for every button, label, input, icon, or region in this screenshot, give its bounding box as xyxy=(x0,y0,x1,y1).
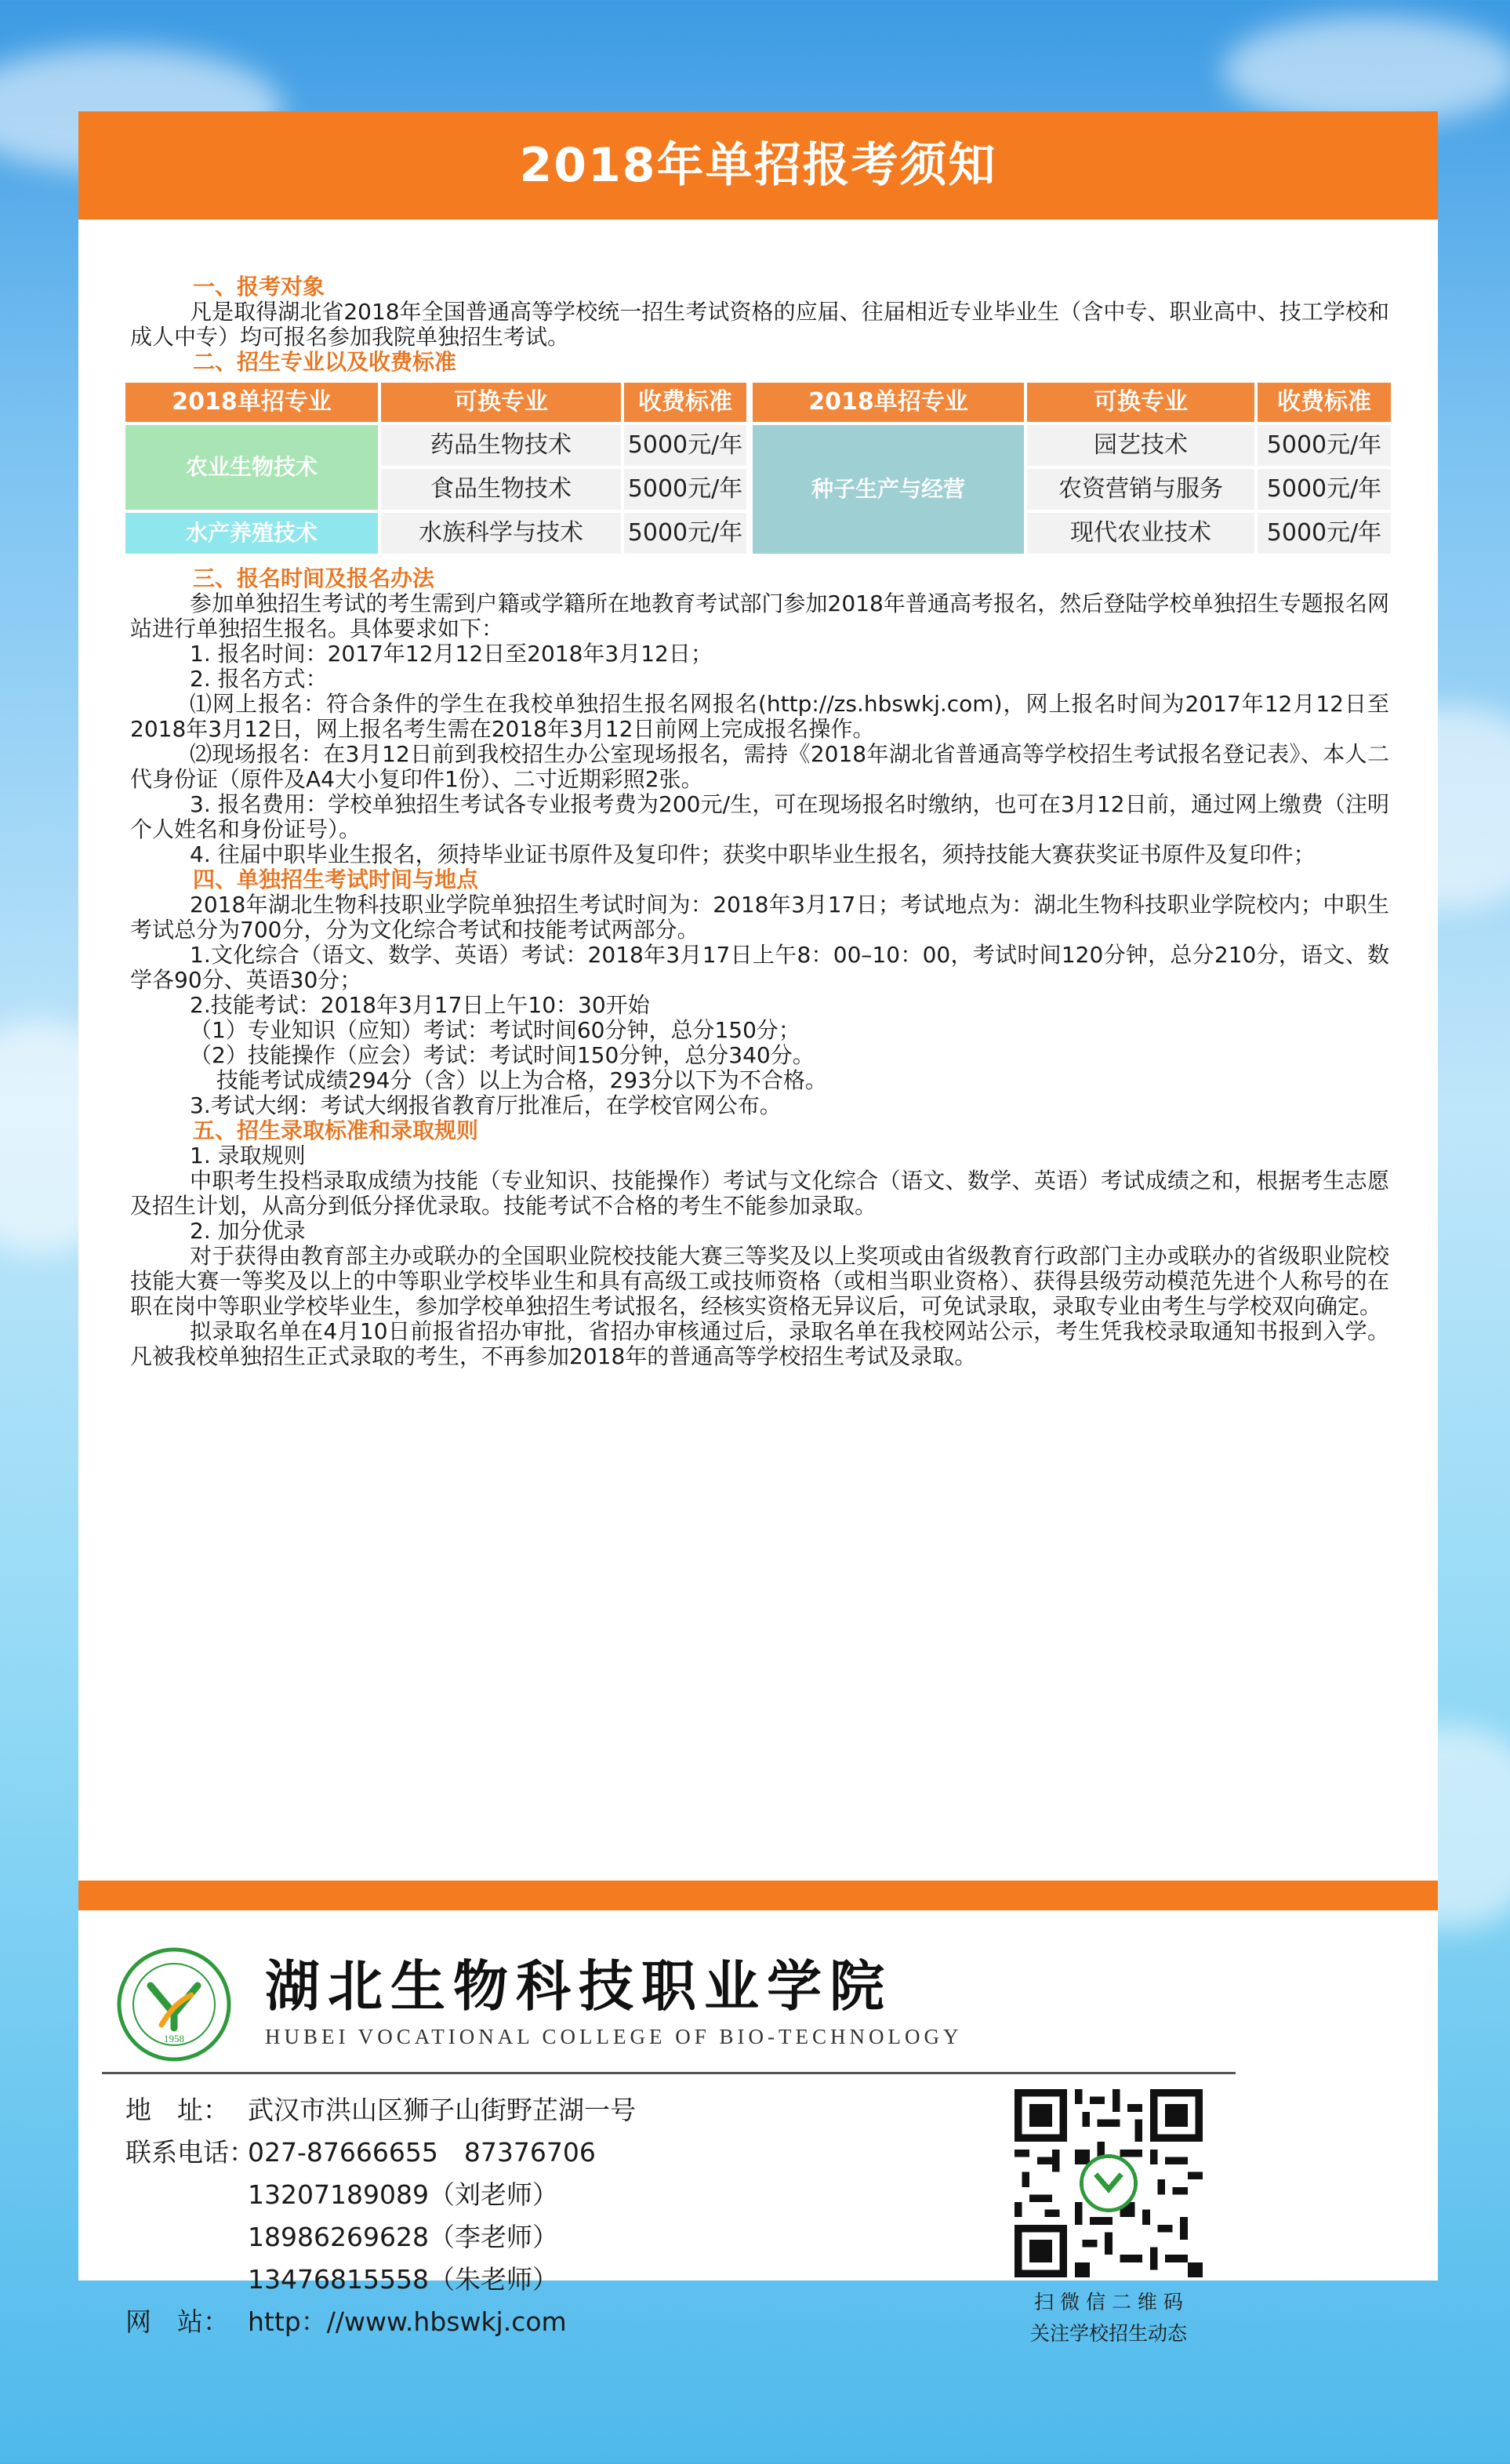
alt-major-cell: 药品生物技术 xyxy=(381,425,621,466)
paragraph: 4. 往届中职毕业生报名，须持毕业证书原件及复印件；获奖中职毕业生报名，须持技能大赛获奖证书原件及复印件； xyxy=(190,841,1316,867)
notice-card xyxy=(78,111,1438,2345)
paragraph: 2. 加分优录 xyxy=(190,1218,306,1244)
fee-tables xyxy=(122,380,1394,557)
fee-table-right xyxy=(750,380,1394,557)
paragraph: 参加单独招生考试的考生需到户籍或学籍所在地教育考试部门参加2018年普通高考报名，然后登陆学校单独招生专题报名网站进行单独招生报名。具体要求如下： xyxy=(130,591,1389,641)
fee-cell: 5000元/年 xyxy=(1258,513,1391,554)
table-header-row xyxy=(125,383,746,422)
school-logo-icon xyxy=(116,1946,232,2062)
school-name-en: HUBEI VOCATIONAL COLLEGE OF BIO-TECHNOLOGY xyxy=(265,2025,963,2048)
address-label: 地 址： xyxy=(125,2095,229,2125)
phone-value: 027-87666655 87376706 xyxy=(248,2137,596,2168)
fee-cell: 5000元/年 xyxy=(1258,425,1391,466)
phone-value: 13207189089（刘老师） xyxy=(248,2179,558,2210)
fee-cell: 5000元/年 xyxy=(1258,469,1391,510)
paragraph: 凡是取得湖北省2018年全国普通高等学校统一招生考试资格的应届、往届相近专业毕业生（含中专、职业高中、技工学校和成人中专）均可报名参加我院单独招生考试。 xyxy=(130,299,1389,350)
divider xyxy=(102,2072,1236,2074)
table-header-row xyxy=(753,383,1391,422)
fee-cell: 5000元/年 xyxy=(624,469,746,510)
alt-major-cell: 食品生物技术 xyxy=(381,469,621,510)
paragraph: ⑴网上报名：符合条件的学生在我校单独招生报名网报名(http://zs.hbswkj.com)，网上报名时间为2017年12月12日至2018年3月12日，网上报名考生需在2018年3月12日前网上完成报名操作。 xyxy=(130,691,1389,742)
alt-major-cell: 园艺技术 xyxy=(1027,425,1254,466)
section-heading: 一、报考对象 xyxy=(193,274,325,300)
table-row xyxy=(125,513,746,554)
section-heading: 三、报名时间及报名办法 xyxy=(193,565,435,591)
column-header: 可换专业 xyxy=(381,383,621,422)
paragraph: 1. 录取规则 xyxy=(190,1143,306,1168)
logo-year: 1958 xyxy=(164,2033,184,2044)
paragraph: 3. 报名费用：学校单独招生考试各专业报考费为200元/生，可在现场报名时缴纳，也可在3月12日前，通过网上缴费（注明个人姓名和身份证号）。 xyxy=(130,791,1389,842)
paragraph: 1.文化综合（语文、数学、英语）考试：2018年3月17日上午8：00–10：00，考试时间120分钟，总分210分，语文、数学各90分、英语30分； xyxy=(130,942,1389,993)
table-row xyxy=(125,425,746,466)
section-heading: 五、招生录取标准和录取规则 xyxy=(193,1118,479,1143)
fee-table-left xyxy=(122,380,750,557)
paragraph: ⑵现场报名：在3月12日前到我校招生办公室现场报名，需持《2018年湖北省普通高等学校招生考试报名登记表》、本人二代身份证（原件及A4大小复印件1份）、二寸近期彩照2张。 xyxy=(130,741,1389,792)
school-name-cn: 湖北生物科技职业学院 xyxy=(265,1953,892,2019)
address-value: 武汉市洪山区狮子山街野芷湖一号 xyxy=(248,2095,636,2125)
column-header: 2018单招专业 xyxy=(125,383,378,422)
major-cell: 水产养殖技术 xyxy=(125,513,378,554)
fee-cell: 5000元/年 xyxy=(624,513,746,554)
paragraph: 2.技能考试：2018年3月17日上午10：30开始 xyxy=(190,992,650,1018)
column-header: 收费标准 xyxy=(624,383,746,422)
website-label: 网 站： xyxy=(125,2306,229,2337)
paragraph: 对于获得由教育部主办或联办的全国职业院校技能大赛三等奖及以上奖项或由省级教育行政部门主办或联办的省级职业院校技能大赛一等奖及以上的中等职业学校毕业生和具有高级工或技师资格（或相当职业资格）、获得县级劳动模范先进个人称号的在职在岗中等职业学校毕业生，参加学校单独招生考试报名，经核实资格无异议后，可免试录取，录取专业由考生与学校双向确定。 xyxy=(130,1243,1389,1319)
paragraph: 2. 报名方式： xyxy=(190,666,328,692)
section-heading: 二、招生专业以及收费标准 xyxy=(193,349,457,375)
section-heading: 四、单独招生考试时间与地点 xyxy=(193,867,479,892)
phone-value: 18986269628（李老师） xyxy=(248,2222,558,2252)
major-cell: 农业生物技术 xyxy=(125,425,378,510)
major-cell: 种子生产与经营 xyxy=(753,425,1024,554)
wechat-qr-code-icon[interactable] xyxy=(1015,2089,1203,2277)
table-row xyxy=(753,425,1391,466)
paragraph: 技能考试成绩294分（含）以上为合格，293分以下为不合格。 xyxy=(216,1067,827,1093)
alt-major-cell: 现代农业技术 xyxy=(1027,513,1254,554)
alt-major-cell: 水族科学与技术 xyxy=(381,513,621,554)
paragraph: 1. 报名时间：2017年12月12日至2018年3月12日； xyxy=(190,641,713,667)
column-header: 可换专业 xyxy=(1027,383,1254,422)
qr-caption: 扫 微 信 二 维 码 关注学校招生动态 xyxy=(1029,2291,1187,2345)
paragraph: （2）技能操作（应会）考试：考试时间150分钟，总分340分。 xyxy=(190,1042,815,1068)
paragraph: 2018年湖北生物科技职业学院单独招生考试时间为：2018年3月17日；考试地点为：湖北生物科技职业学院校内；中职生考试总分为700分，分为文化综合考试和技能考试两部分。 xyxy=(130,892,1389,943)
page-title: 2018年单招报考须知 xyxy=(78,111,1438,220)
contact-info xyxy=(125,2089,636,2343)
phone-value: 13476815558（朱老师） xyxy=(248,2264,558,2295)
paragraph: 拟录取名单在4月10日前报省招办审批，省招办审核通过后，录取名单在我校网站公示，考生凭我校录取通知书报到入学。凡被我校单独招生正式录取的考生，不再参加2018年的普通高等学校招生考试及录取。 xyxy=(130,1318,1389,1369)
footer-accent-bar xyxy=(78,1881,1438,1910)
paragraph: 中职考生投档录取成绩为技能（专业知识、技能操作）考试与文化综合（语文、数学、英语）考试成绩之和，根据考生志愿及招生计划，从高分到低分择优录取。技能考试不合格的考生不能参加录取。 xyxy=(130,1168,1389,1219)
alt-major-cell: 农资营销与服务 xyxy=(1027,469,1254,510)
column-header: 收费标准 xyxy=(1258,383,1391,422)
paragraph: 3.考试大纲：考试大纲报省教育厅批准后，在学校官网公布。 xyxy=(190,1092,782,1118)
phone-label: 联系电话： xyxy=(125,2137,255,2168)
notice-content xyxy=(130,274,1389,1369)
column-header: 2018单招专业 xyxy=(753,383,1024,422)
fee-cell: 5000元/年 xyxy=(624,425,746,466)
website-link[interactable]: http：//www.hbswkj.com xyxy=(248,2306,567,2337)
paragraph: （1）专业知识（应知）考试：考试时间60分钟，总分150分； xyxy=(190,1017,800,1043)
cloud xyxy=(1223,16,1510,125)
